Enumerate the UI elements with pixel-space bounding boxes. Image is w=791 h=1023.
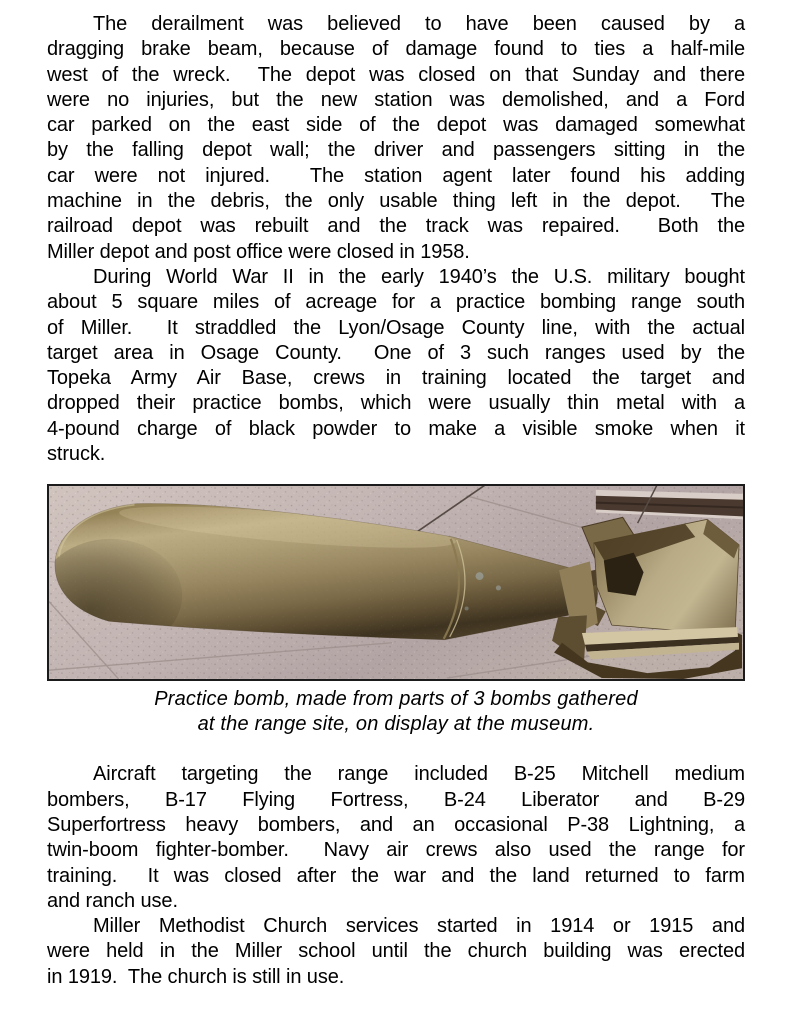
practice-bomb-illustration bbox=[49, 486, 743, 679]
text-line: west of the wreck. The depot was closed on that Sunday and there bbox=[47, 63, 745, 86]
text-line: Miller Methodist Church services started in 1914 or 1915 and bbox=[93, 915, 745, 938]
text-line: in 1919. The church is still in use. bbox=[47, 965, 345, 988]
practice-bomb-photo bbox=[47, 484, 745, 681]
text-line: struck. bbox=[47, 443, 106, 466]
text-line: dropped their practice bombs, which were usually thin metal with a bbox=[47, 392, 745, 415]
text-line: railroad depot was rebuilt and the track was repaired. Both the bbox=[47, 215, 745, 238]
text-line: car parked on the east side of the depot was damaged somewhat bbox=[47, 114, 745, 137]
text-line: about 5 square miles of acreage for a practice bombing range south bbox=[47, 291, 745, 314]
text-line: twin-boom fighter-bomber. Navy air crews also used the range for bbox=[47, 839, 745, 862]
text-line: car were not injured. The station agent later found his adding bbox=[47, 164, 745, 187]
text-line: dragging brake beam, because of damage found to ties a half-mile bbox=[47, 38, 745, 61]
text-line: were held in the Miller school until the church building was erected bbox=[47, 940, 745, 963]
text-line: machine in the debris, the only usable thing left in the depot. The bbox=[47, 190, 745, 213]
text-line: of Miller. It straddled the Lyon/Osage County line, with the actual bbox=[47, 316, 745, 339]
photo-caption-line-2: at the range site, on display at the museum. bbox=[197, 713, 595, 736]
text-line: training. It was closed after the war and the land returned to farm bbox=[47, 864, 745, 887]
text-line: Superfortress heavy bombers, and an occasional P-38 Lightning, a bbox=[47, 813, 745, 836]
body-text-bottom bbox=[47, 762, 745, 990]
text-line: by the falling depot wall; the driver and passengers sitting in the bbox=[47, 139, 745, 162]
text-line: Miller depot and post office were closed in 1958. bbox=[47, 240, 470, 263]
text-line: and ranch use. bbox=[47, 889, 178, 912]
body-text-top bbox=[47, 12, 745, 467]
text-line: 4-pound charge of black powder to make a visible smoke when it bbox=[47, 417, 745, 440]
text-line: Aircraft targeting the range included B-25 Mitchell medium bbox=[93, 763, 745, 786]
text-line: were no injuries, but the new station was demolished, and a Ford bbox=[47, 88, 745, 111]
text-line: target area in Osage County. One of 3 such ranges used by the bbox=[47, 341, 745, 364]
photo-caption-line-1: Practice bomb, made from parts of 3 bombs gathered bbox=[154, 688, 638, 711]
bomb-photo-figure bbox=[47, 484, 745, 737]
text-line: bombers, B-17 Flying Fortress, B-24 Liberator and B-29 bbox=[47, 788, 745, 811]
text-line: Topeka Army Air Base, crews in training located the target and bbox=[47, 367, 745, 390]
text-line: During World War II in the early 1940’s the U.S. military bought bbox=[93, 265, 745, 288]
photo-caption bbox=[47, 687, 745, 737]
text-line: The derailment was believed to have been caused by a bbox=[93, 13, 745, 35]
